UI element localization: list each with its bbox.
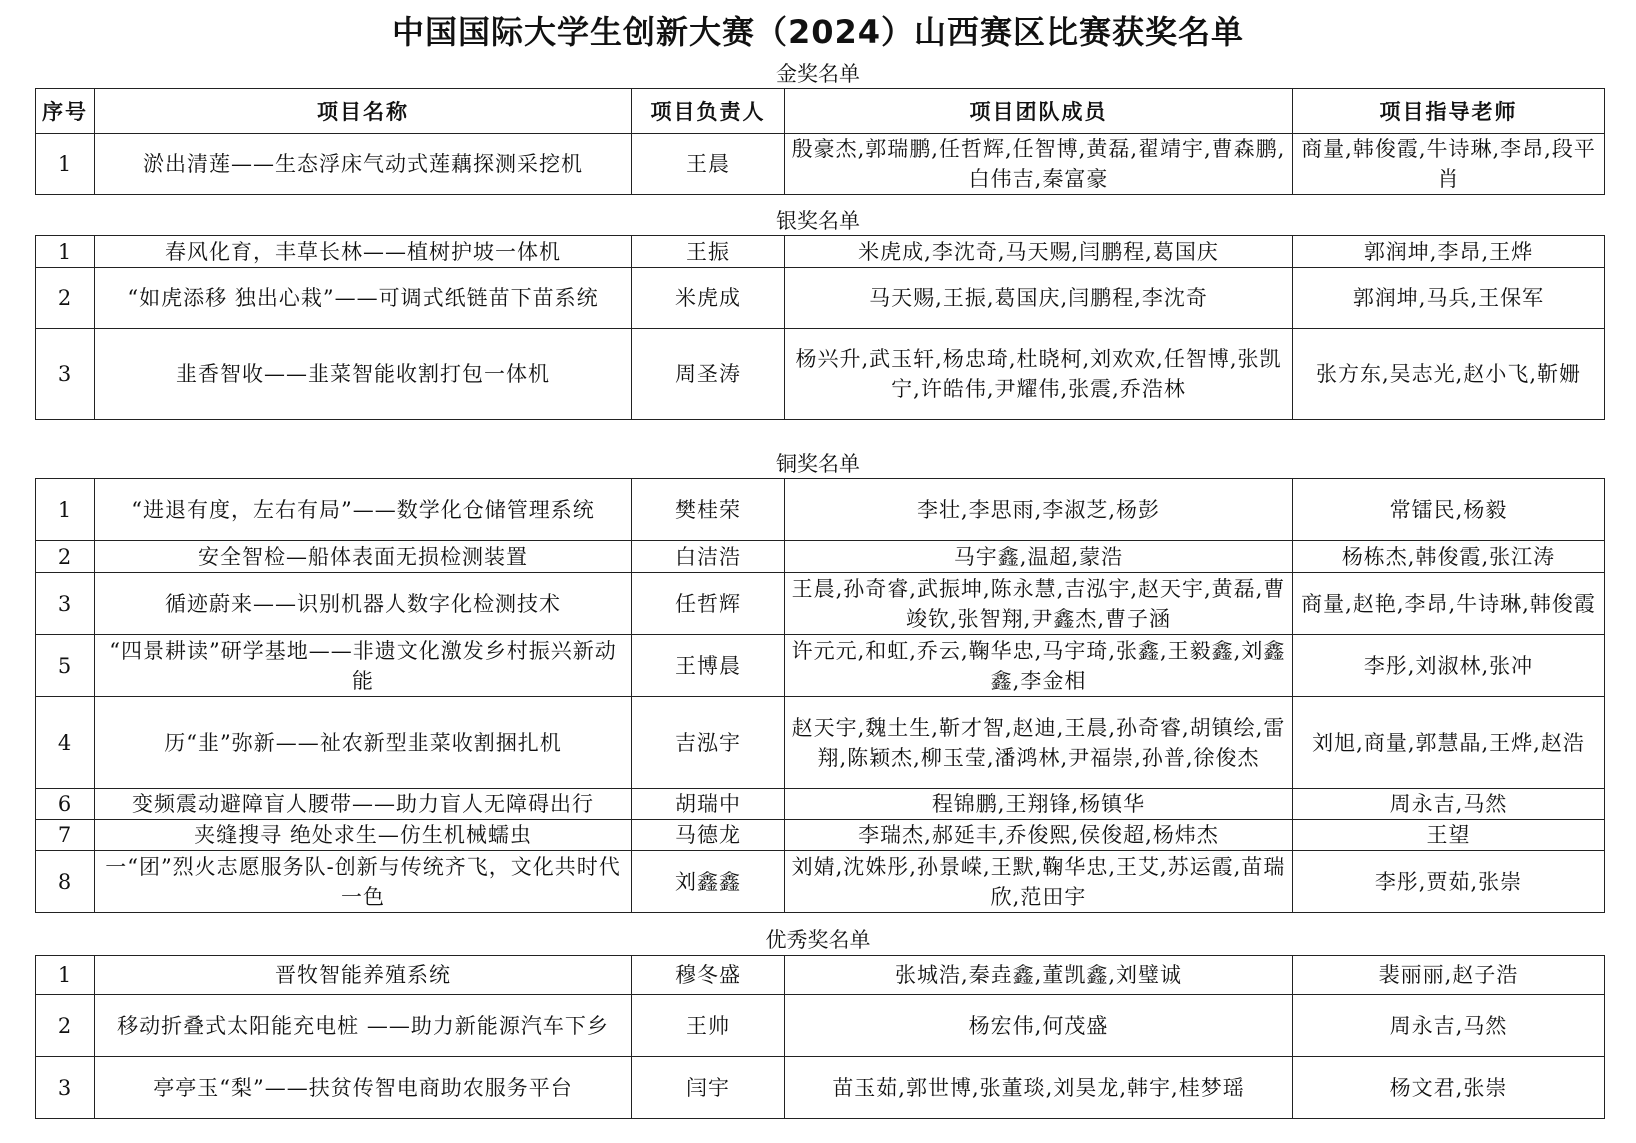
cell-index: 3: [36, 1057, 95, 1119]
cell-members: 程锦鹏,王翔锋,杨镇华: [785, 789, 1293, 820]
table-header-row: [36, 89, 1605, 134]
cell-index: 7: [36, 820, 95, 851]
cell-project-name: 春风化育，丰草长林——植树护坡一体机: [95, 236, 632, 268]
section-heading-silver: 银奖名单: [776, 209, 860, 233]
cell-members: 张城浩,秦垚鑫,董凯鑫,刘璧诚: [785, 956, 1293, 995]
cell-members: 许元元,和虹,乔云,鞠华忠,马宇琦,张鑫,王毅鑫,刘鑫鑫,李金相: [785, 635, 1293, 697]
cell-members: 殷豪杰,郭瑞鹏,任哲辉,任智博,黄磊,翟靖宇,曹森鹏,白伟吉,秦富豪: [785, 134, 1293, 195]
cell-index: 8: [36, 851, 95, 913]
cell-advisors: 周永吉,马然: [1293, 995, 1605, 1057]
header-team-members: 项目团队成员: [785, 89, 1293, 134]
table-row: [36, 995, 1605, 1057]
cell-project-name: 安全智检—船体表面无损检测装置: [95, 541, 632, 573]
cell-leader: 吉泓宇: [632, 697, 785, 789]
cell-leader: 任哲辉: [632, 573, 785, 635]
header-advisors: 项目指导老师: [1293, 89, 1605, 134]
cell-project-name: “四景耕读”研学基地——非遗文化激发乡村振兴新动能: [95, 635, 632, 697]
cell-leader: 闫宇: [632, 1057, 785, 1119]
cell-members: 王晨,孙奇睿,武振坤,陈永慧,吉泓宇,赵天宇,黄磊,曹竣钦,张智翔,尹鑫杰,曹子涵: [785, 573, 1293, 635]
cell-index: 1: [36, 236, 95, 268]
cell-project-name: 变频震动避障盲人腰带——助力盲人无障碍出行: [95, 789, 632, 820]
cell-index: 2: [36, 268, 95, 329]
cell-members: 杨兴升,武玉轩,杨忠琦,杜晓柯,刘欢欢,任智博,张凯宁,许皓伟,尹耀伟,张震,乔浩林: [785, 329, 1293, 420]
cell-project-name: 夹缝搜寻 绝处求生—仿生机械蠕虫: [95, 820, 632, 851]
cell-advisors: 张方东,吴志光,赵小飞,靳姗: [1293, 329, 1605, 420]
cell-advisors: 王望: [1293, 820, 1605, 851]
cell-project-name: “进退有度，左右有局”——数学化仓储管理系统: [95, 479, 632, 541]
table-row: [36, 635, 1605, 697]
header-index: 序号: [36, 89, 95, 134]
cell-advisors: 周永吉,马然: [1293, 789, 1605, 820]
cell-leader: 周圣涛: [632, 329, 785, 420]
cell-leader: 刘鑫鑫: [632, 851, 785, 913]
table-row: [36, 851, 1605, 913]
cell-index: 5: [36, 635, 95, 697]
cell-advisors: 刘旭,商量,郭慧晶,王烨,赵浩: [1293, 697, 1605, 789]
cell-index: 4: [36, 697, 95, 789]
cell-project-name: 循迹蔚来——识别机器人数字化检测技术: [95, 573, 632, 635]
cell-leader: 樊桂荣: [632, 479, 785, 541]
cell-index: 6: [36, 789, 95, 820]
cell-index: 1: [36, 479, 95, 541]
table-row: [36, 236, 1605, 268]
section-heading-excellence: 优秀奖名单: [765, 928, 871, 952]
cell-project-name: 移动折叠式太阳能充电桩 ——助力新能源汽车下乡: [95, 995, 632, 1057]
cell-project-name: 历“韭”弥新——祉农新型韭菜收割捆扎机: [95, 697, 632, 789]
table-row: [36, 697, 1605, 789]
cell-project-name: 韭香智收——韭菜智能收割打包一体机: [95, 329, 632, 420]
cell-advisors: 杨文君,张崇: [1293, 1057, 1605, 1119]
table-row: [36, 479, 1605, 541]
table-row: [36, 1057, 1605, 1119]
table-row: [36, 268, 1605, 329]
table-row: [36, 820, 1605, 851]
cell-advisors: 裴丽丽,赵子浩: [1293, 956, 1605, 995]
cell-index: 3: [36, 573, 95, 635]
cell-advisors: 常镭民,杨毅: [1293, 479, 1605, 541]
document-title: 中国国际大学生创新大赛（2024）山西赛区比赛获奖名单: [391, 13, 1245, 51]
table-row: [36, 541, 1605, 573]
cell-members: 杨宏伟,何茂盛: [785, 995, 1293, 1057]
cell-index: 3: [36, 329, 95, 420]
cell-advisors: 李彤,刘淑林,张冲: [1293, 635, 1605, 697]
cell-project-name: 一“团”烈火志愿服务队-创新与传统齐飞，文化共时代一色: [95, 851, 632, 913]
header-project-name: 项目名称: [95, 89, 632, 134]
cell-index: 2: [36, 541, 95, 573]
cell-advisors: 商量,赵艳,李昂,牛诗琳,韩俊霞: [1293, 573, 1605, 635]
cell-index: 1: [36, 134, 95, 195]
section-heading-bronze: 铜奖名单: [776, 452, 860, 476]
cell-advisors: 李彤,贾茹,张崇: [1293, 851, 1605, 913]
cell-leader: 王振: [632, 236, 785, 268]
section-heading-gold: 金奖名单: [776, 62, 860, 86]
cell-members: 刘婧,沈姝彤,孙景嵘,王默,鞠华忠,王艾,苏运霞,苗瑞欣,范田宇: [785, 851, 1293, 913]
cell-members: 米虎成,李沈奇,马天赐,闫鹏程,葛国庆: [785, 236, 1293, 268]
cell-leader: 胡瑞中: [632, 789, 785, 820]
excellence-award-table: [35, 955, 1605, 1119]
table-row: [36, 134, 1605, 195]
cell-advisors: 郭润坤,马兵,王保军: [1293, 268, 1605, 329]
cell-advisors: 商量,韩俊霞,牛诗琳,李昂,段平肖: [1293, 134, 1605, 195]
table-row: [36, 573, 1605, 635]
cell-leader: 马德龙: [632, 820, 785, 851]
cell-project-name: “如虎添移 独出心栽”——可调式纸链苗下苗系统: [95, 268, 632, 329]
cell-project-name: 亭亭玉“梨”——扶贫传智电商助农服务平台: [95, 1057, 632, 1119]
cell-project-name: 淤出清莲——生态浮床气动式莲藕探测采挖机: [95, 134, 632, 195]
bronze-award-table: [35, 478, 1605, 913]
cell-leader: 穆冬盛: [632, 956, 785, 995]
cell-leader: 王晨: [632, 134, 785, 195]
table-row: [36, 956, 1605, 995]
gold-award-table: [35, 88, 1605, 195]
cell-members: 李瑞杰,郝延丰,乔俊熙,侯俊超,杨炜杰: [785, 820, 1293, 851]
cell-index: 1: [36, 956, 95, 995]
cell-advisors: 杨栋杰,韩俊霞,张江涛: [1293, 541, 1605, 573]
table-row: [36, 789, 1605, 820]
cell-leader: 白洁浩: [632, 541, 785, 573]
header-project-leader: 项目负责人: [632, 89, 785, 134]
cell-project-name: 晋牧智能养殖系统: [95, 956, 632, 995]
silver-award-table: [35, 235, 1605, 420]
cell-members: 赵天宇,魏土生,靳才智,赵迪,王晨,孙奇睿,胡镇绘,雷翔,陈颖杰,柳玉莹,潘鸿林,尹福崇,孙普,徐俊杰: [785, 697, 1293, 789]
cell-members: 苗玉茹,郭世博,张董琰,刘昊龙,韩宇,桂梦瑶: [785, 1057, 1293, 1119]
cell-leader: 王博晨: [632, 635, 785, 697]
table-row: [36, 329, 1605, 420]
cell-members: 马宇鑫,温超,蒙浩: [785, 541, 1293, 573]
cell-leader: 米虎成: [632, 268, 785, 329]
cell-index: 2: [36, 995, 95, 1057]
cell-members: 马天赐,王振,葛国庆,闫鹏程,李沈奇: [785, 268, 1293, 329]
cell-leader: 王帅: [632, 995, 785, 1057]
cell-advisors: 郭润坤,李昂,王烨: [1293, 236, 1605, 268]
cell-members: 李壮,李思雨,李淑芝,杨彭: [785, 479, 1293, 541]
